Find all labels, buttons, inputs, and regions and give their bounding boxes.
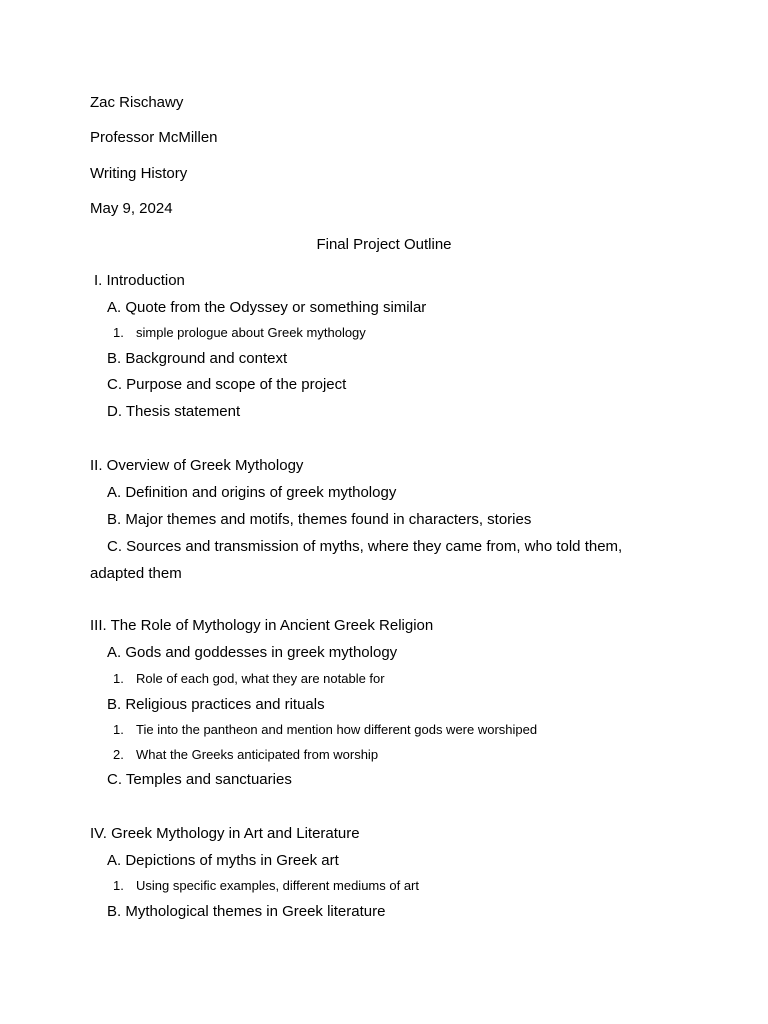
sub-item: simple prologue about Greek mythology: [136, 325, 366, 340]
author-name: Zac Rischawy: [90, 94, 184, 111]
course-name: Writing History: [90, 165, 188, 182]
sub-item-number: 1.: [113, 878, 124, 893]
section-heading: I. Introduction: [94, 272, 185, 289]
outline-item: D. Thesis statement: [107, 403, 241, 420]
document-date: May 9, 2024: [90, 200, 173, 217]
outline-item: A. Gods and goddesses in greek mythology: [107, 644, 398, 661]
outline-item: B. Background and context: [107, 350, 288, 367]
document-title: Final Project Outline: [316, 236, 452, 253]
section-heading: III. The Role of Mythology in Ancient Greek Religion: [90, 617, 434, 634]
outline-item: C. Purpose and scope of the project: [107, 376, 347, 393]
outline-item: B. Religious practices and rituals: [107, 696, 325, 713]
sub-item-number: 1.: [113, 722, 124, 737]
sub-item-number: 1.: [113, 671, 124, 686]
outline-item: C. Sources and transmission of myths, where they came from, who told them,: [107, 538, 623, 555]
sub-item: What the Greeks anticipated from worship: [136, 747, 379, 762]
section-heading: II. Overview of Greek Mythology: [90, 457, 304, 474]
outline-item-continuation: adapted them: [90, 565, 182, 582]
sub-item: Using specific examples, different mediums of art: [136, 878, 419, 893]
outline-item: A. Definition and origins of greek mythology: [107, 484, 397, 501]
professor-name: Professor McMillen: [90, 129, 218, 146]
section-heading: IV. Greek Mythology in Art and Literature: [90, 825, 360, 842]
outline-item: A. Quote from the Odyssey or something similar: [107, 299, 427, 316]
sub-item-number: 1.: [113, 325, 124, 340]
outline-item: C. Temples and sanctuaries: [107, 771, 292, 788]
outline-item: B. Major themes and motifs, themes found in characters, stories: [107, 511, 532, 528]
sub-item: Tie into the pantheon and mention how different gods were worshiped: [136, 722, 538, 737]
outline-item: B. Mythological themes in Greek literature: [107, 903, 386, 920]
sub-item-number: 2.: [113, 747, 124, 762]
outline-item: A. Depictions of myths in Greek art: [107, 852, 339, 869]
sub-item: Role of each god, what they are notable for: [136, 671, 385, 686]
